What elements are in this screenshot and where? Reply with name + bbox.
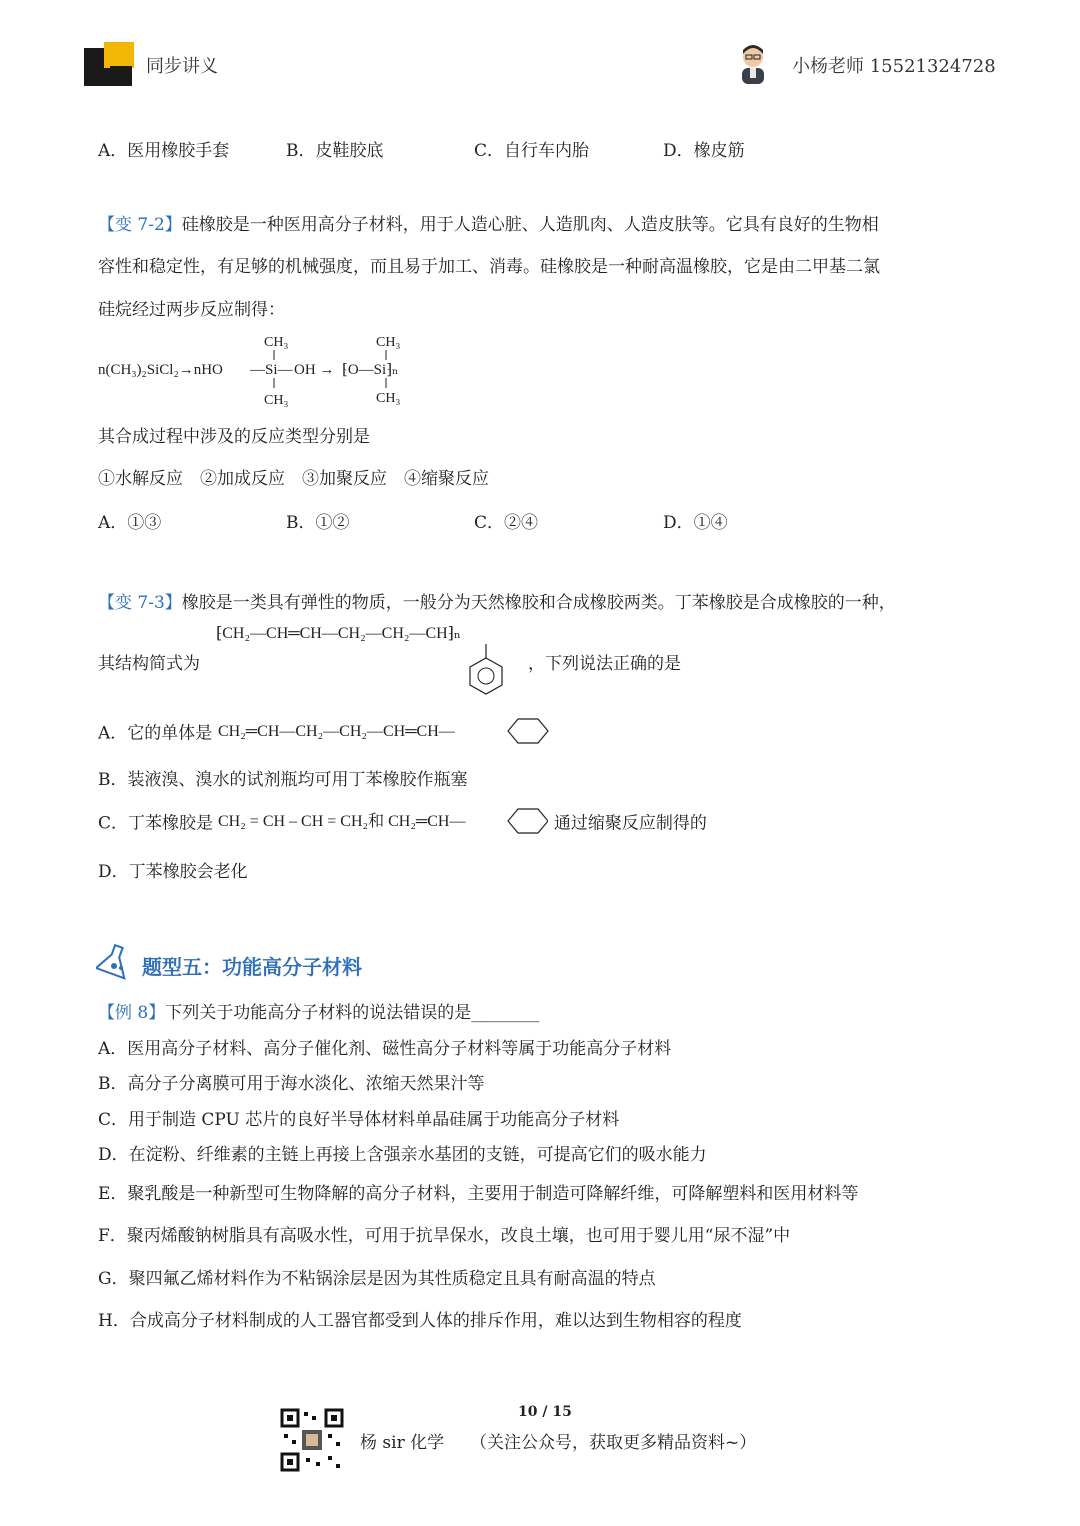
option-d: D．①④	[663, 513, 728, 533]
option-c: C．②④	[474, 513, 539, 533]
footer-brand: 杨 sir 化学	[360, 1433, 445, 1453]
svg-text:⁅O—Si⁆ₙ: ⁅O—Si⁆ₙ	[342, 362, 399, 378]
q7-3-option-d: D．丁苯橡胶会老化	[98, 862, 248, 882]
svg-text:n(CH₃)₂SiCl₂→nHO: n(CH₃)₂SiCl₂→nHO	[98, 362, 223, 378]
svg-text:—Si—: —Si—	[250, 362, 293, 378]
silicone-formula	[96, 328, 416, 412]
q7-3-option-a: A．它的单体是 CH₂═CH—CH₂—CH₂—CH═CH—	[98, 716, 558, 746]
q7-2-line2: 容性和稳定性，有足够的机械强度，而且易于加工、消毒。硅橡胶是一种耐高温橡胶，它是由二甲基二氯	[98, 257, 880, 277]
q8-option-f: F．聚丙烯酸钠树脂具有高吸水性，可用于抗旱保水，改良土壤，也可用于婴儿用“尿不湿”中	[98, 1226, 791, 1246]
option-d: D．橡皮筋	[663, 141, 745, 161]
svg-text:OH →: OH →	[294, 362, 335, 378]
header-left-title: 同步讲义	[146, 56, 218, 77]
svg-text:CH₃: CH₃	[376, 335, 401, 350]
q7-2-line3: 硅烷经过两步反应制得：	[98, 300, 285, 320]
svg-text:⁅CH₂—CH═CH—CH₂—CH₂—CH⁆ₙ: ⁅CH₂—CH═CH—CH₂—CH₂—CH⁆ₙ	[216, 625, 461, 642]
option-b: B．皮鞋胶底	[286, 141, 384, 161]
avatar	[734, 40, 772, 84]
q8-stem: 【例 8】下列关于功能高分子材料的说法错误的是________	[98, 1003, 540, 1023]
q7-2-types: ①水解反应 ②加成反应 ③加聚反应 ④缩聚反应	[98, 469, 489, 489]
q8-option-a: A．医用高分子材料、高分子催化剂、磁性高分子材料等属于功能高分子材料	[98, 1039, 672, 1059]
svg-text:CH₂═CH—CH₂—CH₂—CH═CH—: CH₂═CH—CH₂—CH₂—CH═CH—	[217, 723, 455, 740]
footer-note: （关注公众号，获取更多精品资料~）	[470, 1433, 757, 1453]
svg-text:CH₃: CH₃	[264, 335, 289, 350]
q8-option-b: B．高分子分离膜可用于海水淡化、浓缩天然果汁等	[98, 1074, 485, 1094]
page-number: 10 / 15	[518, 1404, 572, 1420]
option-b: B．①②	[286, 513, 350, 533]
header-right-title: 小杨老师 15521324728	[792, 56, 996, 77]
option-a: A．医用橡胶手套	[98, 141, 230, 161]
flask-icon	[96, 942, 136, 980]
svg-text:CH₃: CH₃	[376, 391, 401, 406]
q8-option-c: C．用于制造 CPU 芯片的良好半导体材料单晶硅属于功能高分子材料	[98, 1110, 620, 1130]
sbr-structure	[214, 618, 534, 702]
q7-3-label: 【变 7-3】	[98, 593, 182, 613]
option-a: A．①③	[98, 513, 162, 533]
q7-3-option-b: B．装液溴、溴水的试剂瓶均可用丁苯橡胶作瓶塞	[98, 770, 468, 790]
svg-text:CH₂ = CH – CH = CH₂和 CH₂═CH—: CH₂ = CH – CH = CH₂和 CH₂═CH—	[218, 813, 466, 830]
q7-2-label: 【变 7-2】	[98, 215, 182, 235]
q8-option-h: H．合成高分子材料制成的人工器官都受到人体的排斥作用，难以达到生物相容的程度	[98, 1311, 742, 1331]
qr-code	[280, 1408, 344, 1472]
q7-3-line1: 【变 7-3】橡胶是一类具有弹性的物质，一般分为天然橡胶和合成橡胶两类。丁苯橡胶是合成橡胶的一种，	[98, 593, 896, 613]
q7-3-struct-suffix: ，下列说法正确的是	[528, 654, 681, 674]
section-title: 题型五：功能高分子材料	[142, 955, 362, 979]
q8-option-d: D．在淀粉、纤维素的主链上再接上含强亲水基团的支链，可提高它们的吸水能力	[98, 1145, 707, 1165]
q7-3-struct-prefix: 其结构简式为	[98, 654, 200, 674]
svg-text:CH₃: CH₃	[264, 393, 289, 408]
q8-label: 【例 8】	[98, 1003, 166, 1023]
q7-2-question: 其合成过程中涉及的反应类型分别是	[98, 427, 370, 447]
q8-option-e: E．聚乳酸是一种新型可生物降解的高分子材料，主要用于制造可降解纤维，可降解塑料和医用材料等	[98, 1184, 859, 1204]
q7-2-line1: 【变 7-2】硅橡胶是一种医用高分子材料，用于人造心脏、人造肌肉、人造皮肤等。它具有良好的生物相	[98, 215, 879, 235]
q8-option-g: G．聚四氟乙烯材料作为不粘锅涂层是因为其性质稳定且具有耐高温的特点	[98, 1269, 656, 1289]
q7-3-option-c: C．丁苯橡胶是 CH₂ = CH – CH = CH₂和 CH₂═CH— 通过缩聚反应制得的	[98, 806, 707, 836]
option-c: C．自行车内胎	[474, 141, 590, 161]
